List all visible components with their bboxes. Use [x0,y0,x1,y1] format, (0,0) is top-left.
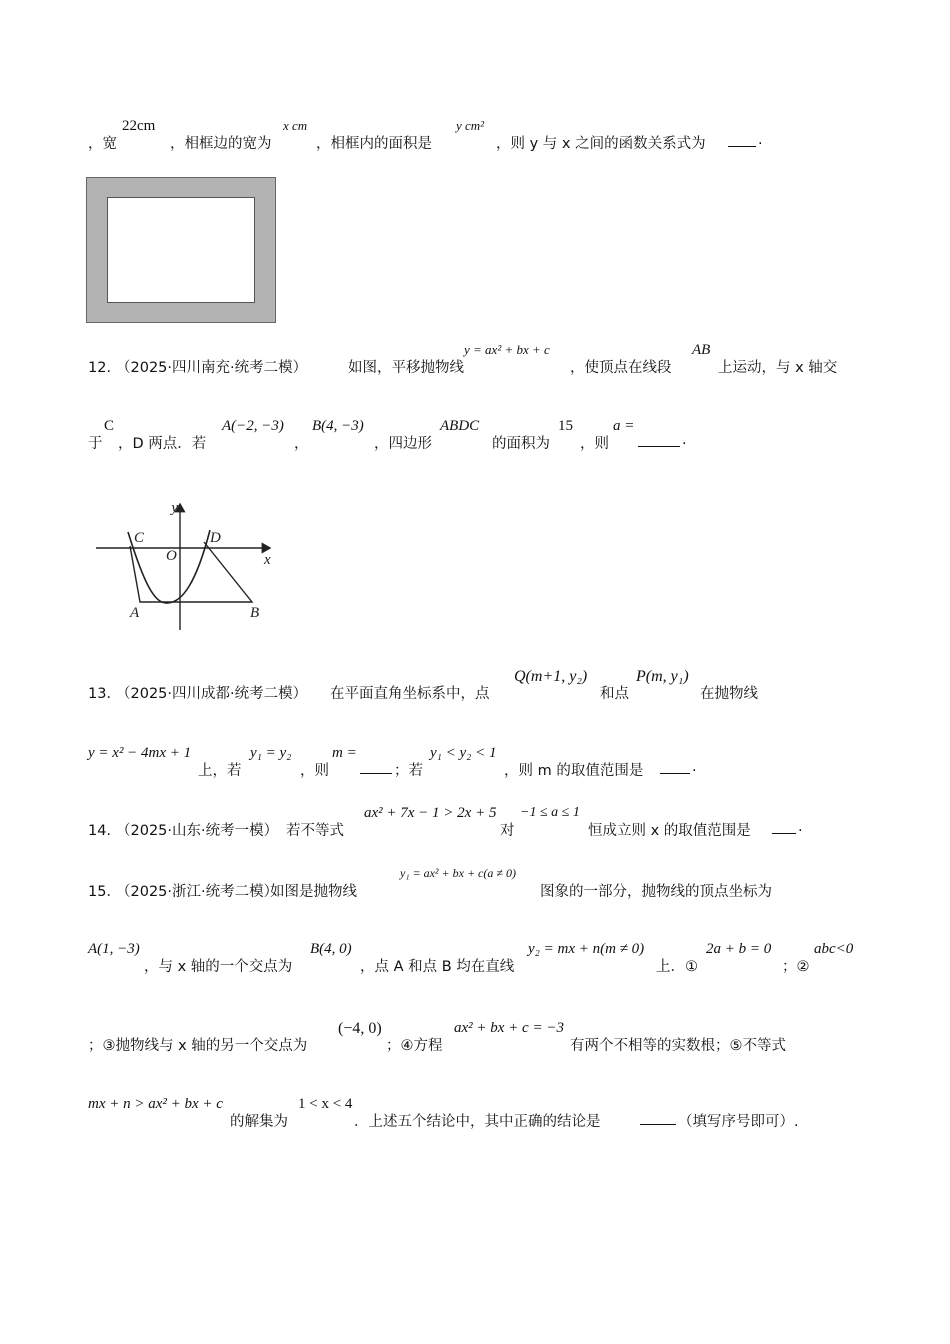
q15-text: ；② [782,959,810,975]
q12-text: 上运动，与 x 轴交 [718,360,838,376]
q12-math: AB [692,342,711,358]
q12-math: C [104,418,115,434]
question-number: 14． [88,823,121,839]
q12-text: 的面积为 [492,436,550,452]
q13-math: Q(m+1, y₂) [514,668,588,685]
y-axis-label: y [171,500,178,516]
q15-text: ；③抛物线与 x 轴的另一个交点为 [88,1038,308,1054]
photo-frame-figure [86,177,276,323]
point-A-label: A [130,605,140,621]
q15-math: y₁ = ax² + bx + c(a ≠ 0) [400,866,516,880]
q15-text: 的解集为 [230,1114,288,1130]
q12-text: 如图，平移抛物线 [348,360,464,376]
q13-math: y = x² − 4mx + 1 [88,745,192,761]
point-C-label: C [134,530,145,546]
photo-frame-inner [107,197,255,303]
q13-text: 在平面直角坐标系中，点 [330,686,490,702]
q11-text: ，宽 [88,136,117,152]
quadrilateral-ABDC [130,542,252,602]
q13-math: y₁ < y₂ < 1 [430,745,497,761]
q12-math: ABDC [440,418,480,434]
q15-math: B(4, 0) [310,941,352,957]
point-D-label: D [210,530,221,546]
q14-math: −1 ≤ a ≤ 1 [520,805,580,820]
q15-text: 有两个不相等的实数根；⑤不等式 [570,1038,786,1054]
question-source: （2025·四川南充·统考二模） [116,360,308,376]
q12-math: y = ax² + bx + c [464,342,550,357]
q14-text: 对 [500,823,515,839]
parabola-graph-figure [94,498,284,634]
answer-blank [638,432,680,447]
q15-text: 上．① [656,959,698,975]
q12-text: ，D 两点．若 [118,436,207,452]
q11-math: x cm [283,118,308,133]
answer-blank [772,819,796,834]
q13-text: 在抛物线 [700,686,758,702]
q15-math: abc<0 [814,941,854,957]
q11-text: ，相框内的面积是 [316,136,432,152]
point-B-label: B [250,605,260,621]
q15-text: （填写序号即可）. [678,1114,799,1130]
q11-math: 22cm [122,118,156,134]
q15-text: ，点 A 和点 B 均在直线 [360,959,515,975]
q12-text: ，四边形 [374,436,432,452]
answer-blank [660,759,690,774]
question-number: 12． [88,360,121,376]
x-axis-label: x [264,552,271,568]
answer-blank [728,132,756,147]
q13-math: m = [332,745,357,761]
q15-math: (−4, 0) [338,1020,382,1037]
q13-math: y₁ = y₂ [250,745,292,761]
q11-text: ，相框边的宽为 [170,136,272,152]
q15-math: A(1, −3) [88,941,140,957]
q13-text: ，则 [300,763,329,779]
q12-math: B(4, −3) [312,418,364,434]
q12-math: 15 [558,418,573,434]
q15-text: 图象的一部分，抛物线的顶点坐标为 [540,884,772,900]
answer-blank [640,1110,676,1125]
q14-text: 恒成立则 x 的取值范围是 [588,823,751,839]
question-source: （2025·四川成都·统考二模） [116,686,308,702]
question-source: （2025·山东·统考一模） [116,823,279,839]
answer-blank [360,759,392,774]
q15-text: 如图是抛物线 [270,884,357,900]
q15-math: ax² + bx + c = −3 [454,1020,564,1036]
q13-text: 上，若 [198,763,242,779]
q12-text: ， [294,436,309,452]
q13-text: ，则 m 的取值范围是 [504,763,644,779]
q13-text: 和点 [600,686,629,702]
q11-text: ，则 y 与 x 之间的函数关系式为 [496,136,706,152]
question-number: 15． [88,884,121,900]
q12-math: A(−2, −3) [222,418,284,434]
q11-math: y cm² [456,118,485,133]
q12-math: a = [613,418,635,434]
q12-text: ，使顶点在线段 [570,360,672,376]
q14-math: ax² + 7x − 1 > 2x + 5 [364,805,497,821]
q14-text: . [798,819,803,835]
q13-math: P(m, y₁) [636,668,689,685]
question-number: 13． [88,686,121,702]
q15-text: ，与 x 轴的一个交点为 [144,959,293,975]
q12-text: ，则 [580,436,609,452]
q14-text: 若不等式 [286,823,344,839]
q15-text: ．上述五个结论中，其中正确的结论是 [354,1114,601,1130]
q15-math: mx + n > ax² + bx + c [88,1096,223,1112]
origin-label: O [166,548,177,564]
q12-text: . [682,432,687,448]
q11-text: . [758,132,763,148]
q12-text: 于 [88,436,103,452]
q15-math: y₂ = mx + n(m ≠ 0) [528,941,645,957]
q13-text: . [692,759,697,775]
q15-math: 1 < x < 4 [298,1096,353,1112]
q15-text: ；④方程 [386,1038,443,1054]
q13-text: ；若 [394,763,423,779]
question-source: （2025·浙江·统考二模） [116,884,279,900]
q15-math: 2a + b = 0 [706,941,772,957]
